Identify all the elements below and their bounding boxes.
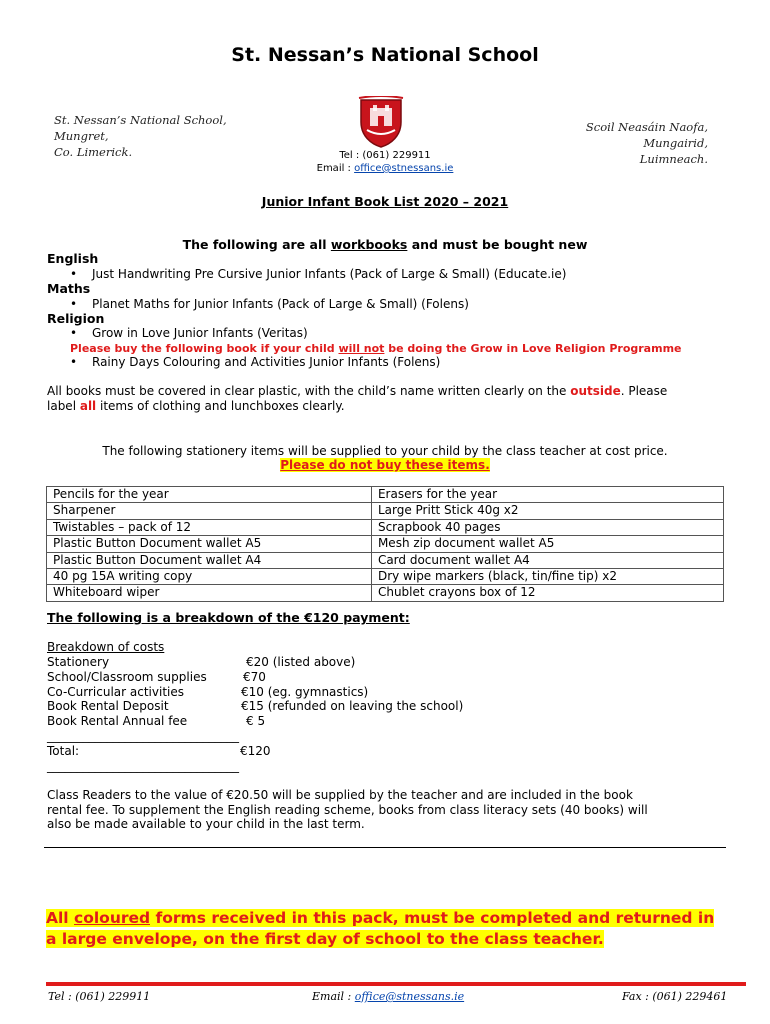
stationery-cell: Plastic Button Document wallet A4 (47, 552, 372, 568)
footer-tel: Tel : (061) 229911 (48, 990, 151, 1003)
cost-value: € 5 (246, 714, 266, 729)
stationery-cell: Plastic Button Document wallet A5 (47, 536, 372, 552)
stationery-cell: Chublet crayons box of 12 (371, 585, 723, 601)
stationery-cell: Sharpener (47, 503, 372, 519)
separator-top: ________________________________ (47, 729, 239, 743)
stationery-cell: Whiteboard wiper (47, 585, 372, 601)
stationery-row (47, 552, 724, 568)
religion-note: Please buy the following book if your child will not be doing the Grow in Love Religion Programme (70, 342, 682, 355)
address-english: St. Nessan’s National School, Mungret, Co. Limerick. (54, 113, 227, 159)
separator-bottom: ________________________________ (47, 759, 239, 773)
covering-note-line1: All books must be covered in clear plastic, with the child’s name written clearly on the outside. Please (47, 384, 668, 398)
cost-value: €70 (243, 669, 266, 684)
stationery-cell: Scrapbook 40 pages (371, 519, 723, 535)
total-label: Total: (47, 744, 80, 758)
footer-email-link[interactable]: office@stnessans.ie (354, 990, 465, 1003)
cost-value: €10 (eg. gymnastics) (241, 684, 369, 699)
stationery-cell: Card document wallet A4 (371, 552, 723, 568)
english-heading: English (47, 251, 99, 266)
address-irish: Scoil Neasáin Naofa, Mungairid, Luimneach. (585, 120, 708, 166)
cost-label: Book Rental Deposit (47, 699, 169, 714)
stationery-cell: 40 pg 15A writing copy (47, 569, 372, 585)
stationery-cell: Dry wipe markers (black, tin/fine tip) x2 (371, 569, 723, 585)
school-title: St. Nessan’s National School (231, 44, 539, 66)
cost-label: Book Rental Annual fee (47, 714, 188, 729)
header-email: Email : office@stnessans.ie (316, 163, 454, 174)
cost-label: Stationery (47, 655, 110, 669)
english-item: • Just Handwriting Pre Cursive Junior Infants (Pack of Large & Small) (Educate.ie) (70, 267, 567, 281)
cost-value: €20 (listed above) (246, 655, 356, 669)
breakdown-subheading: Breakdown of costs (47, 640, 165, 654)
header-email-link[interactable]: office@stnessans.ie (354, 163, 454, 174)
header-tel: Tel : (061) 229911 (339, 150, 431, 161)
footer-bar (46, 982, 746, 986)
covering-note-line2: label all items of clothing and lunchboxes clearly. (47, 399, 345, 413)
school-crest-icon (357, 96, 405, 148)
stationery-cell: Erasers for the year (371, 487, 723, 503)
stationery-cell: Twistables – pack of 12 (47, 519, 372, 535)
final-notice: All coloured forms received in this pack, must be completed and returned in a large envelope, on the first day of school to the class teacher. (46, 909, 715, 948)
cost-label: School/Classroom supplies (47, 669, 207, 684)
stationery-table (46, 486, 724, 602)
total-value: €120 (240, 744, 271, 758)
book-list-title: Junior Infant Book List 2020 – 2021 (261, 194, 509, 209)
stationery-cell: Large Pritt Stick 40g x2 (371, 503, 723, 519)
workbooks-intro: The following are all workbooks and must be bought new (182, 237, 588, 252)
stationery-row (47, 569, 724, 585)
stationery-row (47, 536, 724, 552)
stationery-row (47, 585, 724, 601)
stationery-row (47, 519, 724, 535)
maths-heading: Maths (47, 281, 91, 296)
cost-label: Co-Curricular activities (47, 684, 184, 699)
stationery-intro: The following stationery items will be supplied to your child by the class teacher at cost price. (102, 444, 668, 458)
stationery-row (47, 487, 724, 503)
religion-item: • Grow in Love Junior Infants (Veritas) (70, 326, 308, 340)
maths-item: • Planet Maths for Junior Infants (Pack of Large & Small) (Folens) (70, 297, 469, 311)
stationery-row (47, 503, 724, 519)
stationery-cell: Mesh zip document wallet A5 (371, 536, 723, 552)
cost-value: €15 (refunded on leaving the school) (241, 699, 464, 714)
footer-fax: Fax : (061) 229461 (622, 990, 728, 1003)
stationery-cell: Pencils for the year (47, 487, 372, 503)
religion-heading: Religion (47, 311, 105, 326)
divider (44, 847, 726, 848)
alternative-item: • Rainy Days Colouring and Activities Junior Infants (Folens) (70, 355, 441, 369)
readers-note: Class Readers to the value of €20.50 will be supplied by the teacher and are included in the book rental fee. To supplement the English reading scheme, books from class literacy sets (40 books) will also be made available to your child in the last term. (47, 788, 648, 832)
footer-email: Email : office@stnessans.ie (312, 990, 465, 1003)
breakdown-heading: The following is a breakdown of the €120 payment: (47, 610, 410, 625)
stationery-warning: Please do not buy these items. (280, 458, 490, 472)
